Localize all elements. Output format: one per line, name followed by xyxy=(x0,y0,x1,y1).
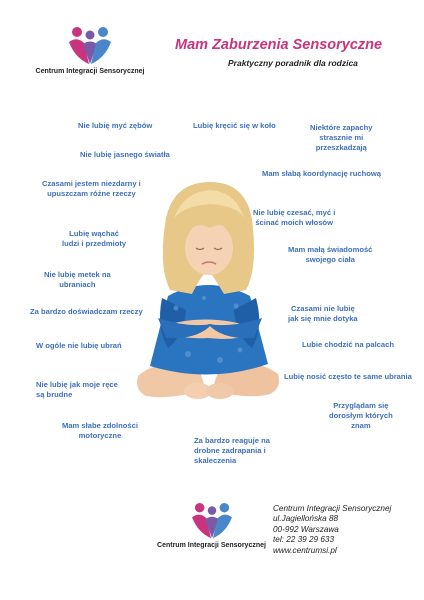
phrase-hands: Nie lubię jak moje ręce są brudne xyxy=(36,380,118,399)
phrase-dressing: W ogóle nie lubię ubrań xyxy=(36,341,122,350)
phrase-body: Mam małą świadomość swojego ciała xyxy=(288,245,373,264)
address-org: Centrum Integracji Sensorycznej xyxy=(273,504,392,513)
phrase-touch: Czasami nie lubię jak się mnie dotyka xyxy=(288,304,358,323)
phrase-scrapes: Za bardzo reaguje na drobne zadrapania i skaleczenia xyxy=(194,436,270,465)
address-website: www.centrumsi.pl xyxy=(273,545,337,555)
phrase-spin: Lubię kręcić się w koło xyxy=(193,121,276,130)
address-city: 00-992 Warszawa xyxy=(273,524,339,534)
phrase-motor: Mam słabe zdolności motoryczne xyxy=(62,421,138,440)
contact-address xyxy=(273,504,391,556)
address-street: ul.Jagiellońska 88 xyxy=(273,514,339,524)
phrase-toes: Lubie chodzić na palcach xyxy=(302,340,394,349)
page-subtitle: Praktyczny poradnik dla rodzica xyxy=(228,58,358,68)
phrase-sniff: Lubię wąchać ludzi i przedmioty xyxy=(62,229,127,248)
phrase-same: Lubię nosić często te same ubrania xyxy=(284,372,412,381)
phrase-coordination: Mam słabą koordynację ruchową xyxy=(262,169,382,178)
phrase-hair: Nie lubię czesać, myć i ścinać moich włosów xyxy=(253,208,336,227)
phrase-strong: Za bardzo doświadczam rzeczy xyxy=(30,307,143,316)
phrase-teeth: Nie lubię myć zębów xyxy=(78,121,153,130)
bottom-logo xyxy=(154,502,269,549)
logo-text: Centrum Integracji Sensorycznej xyxy=(35,68,145,75)
phrase-smells: Niektóre zapachy strasznie mi przeszkadzają xyxy=(310,123,373,152)
phrase-tags: Nie lubię metek na ubraniach xyxy=(44,270,111,289)
sulking-child-photo xyxy=(128,178,288,413)
phrase-observe: Przyglądam się dorosłym których znam xyxy=(329,401,393,430)
address-phone: tel: 22 39 29 633 xyxy=(273,535,335,545)
family-logo-icon xyxy=(190,502,234,540)
family-logo-icon xyxy=(67,26,113,66)
logo-text: Centrum Integracji Sensorycznej xyxy=(157,542,266,549)
page-title: Mam Zaburzenia Sensoryczne xyxy=(175,37,383,53)
phrase-clumsy: Czasami jestem niezdarny i upuszczam różne rzeczy xyxy=(42,179,141,198)
top-logo xyxy=(30,26,150,75)
phrase-light: Nie lubię jasnego światła xyxy=(80,150,170,159)
